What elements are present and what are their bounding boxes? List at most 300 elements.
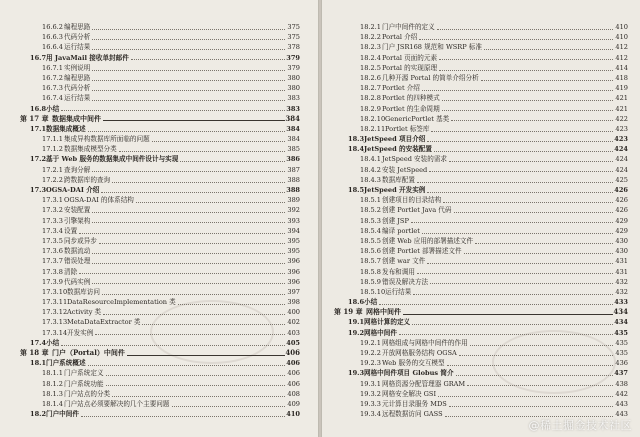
toc-leader-dots bbox=[379, 304, 613, 305]
toc-leader-dots bbox=[481, 80, 613, 81]
toc-leader-dots bbox=[102, 294, 285, 295]
toc-leader-dots bbox=[464, 253, 613, 254]
toc-entry-page: 406 bbox=[287, 379, 300, 388]
toc-entry-page: 429 bbox=[615, 226, 628, 235]
toc-leader-dots bbox=[454, 212, 613, 213]
toc-entry-page: 431 bbox=[615, 267, 628, 276]
toc-entry-number: 18.5.3 bbox=[360, 216, 381, 225]
toc-entry-title: 错误处理 bbox=[64, 257, 91, 266]
toc-entry-page: 395 bbox=[287, 236, 300, 245]
toc-entry-title: 门户系统功能 bbox=[64, 379, 104, 388]
toc-entry bbox=[0, 379, 318, 389]
toc-leader-dots bbox=[431, 131, 613, 132]
toc-entry-title: 网格中间件 bbox=[366, 307, 401, 317]
toc-entry bbox=[322, 144, 640, 154]
toc-entry bbox=[322, 389, 640, 399]
toc-entry-number: 17.2.1 bbox=[42, 165, 63, 174]
toc-entry-number: 19.2.1 bbox=[360, 338, 381, 347]
toc-entry-page: 443 bbox=[615, 399, 628, 408]
toc-entry bbox=[0, 267, 318, 277]
toc-leader-dots bbox=[442, 110, 613, 111]
toc-entry-title: 远程数据访问 GASS bbox=[382, 410, 443, 419]
toc-entry bbox=[0, 317, 318, 327]
toc-entry bbox=[322, 185, 640, 195]
toc-entry-title: 元计算目录服务 MDS bbox=[382, 399, 447, 408]
toc-entry-title: Activity 类 bbox=[67, 308, 102, 317]
toc-entry bbox=[0, 83, 318, 93]
toc-entry-page: 421 bbox=[615, 94, 628, 103]
toc-leader-dots bbox=[92, 100, 285, 101]
toc-leader-dots bbox=[456, 375, 613, 376]
toc-leader-dots bbox=[92, 49, 285, 50]
toc-entry-number: 18.5.5 bbox=[360, 236, 381, 245]
toc-entry-title: 门户中间件 bbox=[46, 410, 79, 419]
toc-leader-dots bbox=[413, 294, 613, 295]
toc-left-list bbox=[0, 22, 318, 419]
toc-entry bbox=[322, 124, 640, 134]
toc-entry bbox=[322, 338, 640, 348]
toc-leader-dots bbox=[88, 131, 285, 132]
toc-leader-dots bbox=[61, 110, 285, 111]
toc-entry-number: 18.4.3 bbox=[360, 175, 381, 184]
toc-entry-number: 18.2.7 bbox=[360, 84, 381, 93]
toc-entry bbox=[0, 328, 318, 338]
toc-entry-title: 创建 war 文件 bbox=[382, 257, 426, 266]
toc-entry bbox=[322, 22, 640, 32]
toc-leader-dots bbox=[88, 365, 285, 366]
toc-entry-title: 网格中间件 bbox=[364, 328, 397, 337]
toc-entry-page: 398 bbox=[287, 298, 300, 307]
toc-leader-dots bbox=[106, 375, 285, 376]
toc-entry-page: 418 bbox=[615, 73, 628, 82]
toc-entry bbox=[322, 348, 640, 358]
toc-entry-title: 小结 bbox=[46, 104, 60, 113]
toc-entry-page: 387 bbox=[287, 165, 300, 174]
toc-entry-page: 424 bbox=[615, 165, 628, 174]
toc-entry-page: 379 bbox=[286, 53, 300, 62]
toc-entry bbox=[0, 63, 318, 73]
toc-entry-page: 396 bbox=[287, 267, 300, 276]
toc-entry-number: 18.1.1 bbox=[42, 369, 63, 378]
toc-leader-dots bbox=[411, 222, 613, 223]
toc-entry-number: 17.3.9 bbox=[42, 277, 63, 286]
toc-leader-dots bbox=[427, 141, 613, 142]
toc-entry-page: 421 bbox=[615, 104, 628, 113]
toc-entry-page: 426 bbox=[615, 206, 628, 215]
toc-entry bbox=[322, 317, 640, 327]
toc-entry-number: 16.7.2 bbox=[42, 73, 63, 82]
toc-leader-dots bbox=[79, 233, 285, 234]
toc-entry-page: 410 bbox=[615, 23, 628, 31]
toc-entry-page: 389 bbox=[287, 196, 300, 205]
toc-leader-dots bbox=[92, 29, 285, 30]
toc-entry-page: 432 bbox=[615, 287, 628, 296]
toc-leader-dots bbox=[427, 192, 613, 193]
toc-leader-dots bbox=[422, 90, 613, 91]
toc-entry bbox=[322, 104, 640, 114]
toc-entry-page: 431 bbox=[615, 257, 628, 266]
toc-entry-page: 410 bbox=[615, 33, 628, 42]
toc-leader-dots bbox=[467, 385, 613, 386]
toc-entry bbox=[322, 297, 640, 307]
toc-entry-number: 18.5.1 bbox=[360, 196, 381, 205]
toc-entry-page: 384 bbox=[285, 113, 300, 123]
toc-leader-dots bbox=[484, 49, 613, 50]
toc-entry bbox=[0, 236, 318, 246]
toc-entry-title: 引擎架构 bbox=[64, 216, 91, 225]
toc-entry-page: 384 bbox=[286, 124, 300, 133]
toc-entry-title: JetSpeed 项目介绍 bbox=[364, 135, 426, 144]
toc-entry-number: 18.2.11 bbox=[360, 124, 386, 133]
toc-entry-number: 16.6.2 bbox=[42, 23, 63, 31]
toc-entry-number: 18.5.4 bbox=[360, 226, 381, 235]
toc-leader-dots bbox=[178, 304, 285, 305]
toc-entry-number: 17.1 bbox=[30, 124, 47, 133]
toc-entry-page: 406 bbox=[285, 348, 300, 357]
toc-entry-title: 编译 portlet bbox=[382, 226, 420, 235]
toc-leader-dots bbox=[99, 243, 285, 244]
toc-entry bbox=[322, 195, 640, 205]
toc-entry bbox=[322, 358, 640, 368]
toc-leader-dots bbox=[92, 90, 285, 91]
toc-entry-page: 397 bbox=[287, 287, 300, 296]
toc-entry-page: 426 bbox=[615, 196, 628, 205]
toc-leader-dots bbox=[442, 100, 613, 101]
toc-entry-number: 18.2.3 bbox=[360, 43, 381, 52]
toc-entry-title: 数据流动 bbox=[64, 247, 91, 256]
toc-leader-dots bbox=[92, 70, 285, 71]
toc-entry-page: 410 bbox=[286, 410, 300, 419]
toc-entry-number: 16.7.4 bbox=[42, 94, 63, 103]
toc-entry-number: 18.4.1 bbox=[360, 155, 381, 164]
toc-entry bbox=[322, 368, 640, 378]
toc-leader-dots bbox=[447, 365, 613, 366]
toc-entry-page: 408 bbox=[287, 389, 300, 398]
toc-leader-dots bbox=[451, 120, 613, 121]
toc-entry bbox=[322, 73, 640, 83]
toc-entry-page: 443 bbox=[615, 410, 628, 419]
toc-entry-number: 17.1.1 bbox=[42, 135, 63, 144]
toc-entry-number: 17.3.7 bbox=[42, 257, 63, 266]
toc-leader-dots bbox=[449, 406, 613, 407]
toc-leader-dots bbox=[136, 202, 285, 203]
toc-leader-dots bbox=[103, 120, 285, 121]
toc-entry bbox=[322, 277, 640, 287]
toc-entry-title: 发布和调用 bbox=[382, 267, 415, 276]
toc-entry-number: 18.2.8 bbox=[360, 94, 381, 103]
toc-entry-number: 18.1.2 bbox=[42, 379, 63, 388]
right-page bbox=[322, 0, 640, 437]
toc-leader-dots bbox=[470, 345, 613, 346]
toc-entry-title: 门户站点的分类 bbox=[64, 389, 111, 398]
toc-entry-page: 442 bbox=[615, 389, 628, 398]
toc-entry bbox=[322, 236, 640, 246]
toc-entry-page: 405 bbox=[286, 338, 300, 347]
toc-entry-page: 375 bbox=[287, 23, 300, 31]
toc-entry-title: 同步或异步 bbox=[64, 236, 97, 245]
toc-entry-number: 18.2 bbox=[30, 410, 47, 419]
toc-entry-title: 基于 Web 服务的数据集成中间件设计与实现 bbox=[46, 155, 179, 164]
toc-entry bbox=[322, 328, 640, 338]
toc-entry bbox=[322, 32, 640, 42]
toc-entry-page: 393 bbox=[287, 216, 300, 225]
toc-entry-number: 16.6.4 bbox=[42, 43, 63, 52]
toc-entry-page: 380 bbox=[287, 73, 300, 82]
toc-entry bbox=[0, 144, 318, 154]
toc-entry-number: 18.3 bbox=[348, 135, 365, 144]
toc-entry-number: 19.3.2 bbox=[360, 389, 381, 398]
toc-entry-number: 19.3.1 bbox=[360, 379, 381, 388]
toc-entry-number: 17.3.8 bbox=[42, 267, 63, 276]
toc-entry-number: 18.4.2 bbox=[360, 165, 381, 174]
toc-entry-page: 383 bbox=[287, 94, 300, 103]
toc-entry-title: 集成异构数据库所面临的问题 bbox=[64, 135, 150, 144]
toc-entry-page: 375 bbox=[287, 33, 300, 42]
toc-entry-page: 412 bbox=[615, 43, 628, 52]
toc-leader-dots bbox=[399, 334, 613, 335]
toc-leader-dots bbox=[438, 396, 613, 397]
toc-entry-title: 门户（Portal）中间件 bbox=[52, 348, 125, 357]
toc-leader-dots bbox=[412, 324, 613, 325]
toc-entry-title: 安装 JetSpeed bbox=[382, 165, 428, 174]
toc-leader-dots bbox=[449, 161, 613, 162]
toc-entry-number: 17.4 bbox=[30, 338, 47, 347]
toc-entry-page: 392 bbox=[287, 206, 300, 215]
toc-leader-dots bbox=[403, 314, 613, 315]
toc-leader-dots bbox=[103, 314, 285, 315]
toc-entry-title: 小结 bbox=[46, 338, 60, 347]
toc-entry-title: 跨数据库的查询 bbox=[64, 175, 111, 184]
toc-entry-number: 18.5.10 bbox=[360, 287, 386, 296]
toc-entry bbox=[0, 22, 318, 32]
toc-entry-number: 19.2.2 bbox=[360, 349, 381, 357]
toc-leader-dots bbox=[437, 29, 613, 30]
toc-entry bbox=[322, 154, 640, 164]
toc-entry bbox=[0, 53, 318, 63]
toc-entry-number: 17.3.3 bbox=[42, 216, 63, 225]
toc-entry bbox=[322, 114, 640, 124]
toc-entry bbox=[0, 134, 318, 144]
toc-entry-title: 创建 Portlet 部署描述文件 bbox=[382, 247, 462, 256]
toc-entry-title: 代码实例 bbox=[64, 277, 91, 286]
toc-entry-title: Web 服务的交互模型 bbox=[382, 359, 445, 368]
toc-entry bbox=[322, 399, 640, 409]
toc-entry-number: 17.2.2 bbox=[42, 175, 63, 184]
toc-entry bbox=[0, 32, 318, 42]
toc-entry-number: 16.7.3 bbox=[42, 84, 63, 93]
toc-entry bbox=[322, 287, 640, 297]
toc-entry-page: 386 bbox=[286, 155, 300, 164]
toc-entry-title: 编程思路 bbox=[64, 73, 91, 82]
toc-entry-title: 创建 Portlet Java 代码 bbox=[382, 206, 452, 215]
toc-entry bbox=[0, 368, 318, 378]
toc-entry-page: 406 bbox=[286, 359, 300, 368]
toc-entry bbox=[322, 379, 640, 389]
toc-entry-number: 17.3.12 bbox=[42, 308, 68, 317]
toc-entry-page: 423 bbox=[615, 124, 628, 133]
toc-leader-dots bbox=[92, 212, 285, 213]
toc-entry-title: Portal 的实现原理 bbox=[382, 63, 438, 72]
toc-entry bbox=[0, 124, 318, 134]
toc-leader-dots bbox=[92, 80, 285, 81]
toc-entry-number: 18.5.9 bbox=[360, 277, 381, 286]
toc-entry bbox=[322, 134, 640, 144]
toc-entry-page: 435 bbox=[615, 349, 628, 357]
toc-entry-page: 424 bbox=[615, 155, 628, 164]
toc-entry-title: Portal 介绍 bbox=[382, 33, 418, 42]
toc-entry bbox=[322, 205, 640, 215]
toc-entry-title: 小结 bbox=[364, 298, 378, 307]
toc-entry-number: 17.3 bbox=[30, 186, 47, 194]
toc-entry-title: 代码分析 bbox=[64, 84, 91, 93]
toc-entry-page: 435 bbox=[614, 328, 628, 337]
toc-entry bbox=[0, 165, 318, 175]
toc-leader-dots bbox=[81, 416, 285, 417]
toc-entry-title: OGSA-DAI 介绍 bbox=[46, 186, 100, 194]
toc-entry-page: 422 bbox=[615, 114, 628, 123]
toc-entry-page: 409 bbox=[287, 399, 300, 408]
toc-entry-page: 437 bbox=[614, 369, 628, 378]
toc-entry bbox=[0, 93, 318, 103]
toc-entry-number: 17.3.2 bbox=[42, 206, 63, 215]
toc-entry-title: 设置 bbox=[64, 226, 78, 235]
toc-entry-title: 数据库配置 bbox=[382, 175, 415, 184]
toc-entry-number: 17.3.1 bbox=[42, 196, 63, 205]
toc-entry-title: 错误及解决方法 bbox=[382, 277, 429, 286]
toc-entry-page: 430 bbox=[615, 247, 628, 256]
toc-entry bbox=[322, 267, 640, 277]
toc-entry-page: 432 bbox=[615, 277, 628, 286]
toc-entry-number: 16.7.1 bbox=[42, 63, 63, 72]
toc-entry bbox=[322, 216, 640, 226]
toc-leader-dots bbox=[127, 355, 285, 356]
toc-entry-page: 385 bbox=[287, 145, 300, 154]
toc-entry-page: 434 bbox=[613, 307, 628, 317]
toc-leader-dots bbox=[92, 222, 285, 223]
toc-entry-title: Portlet 标签库 bbox=[385, 124, 430, 133]
toc-leader-dots bbox=[112, 182, 285, 183]
toc-entry-title: 几种开源 Portal 的简单介绍分析 bbox=[382, 73, 479, 82]
toc-entry-page: 430 bbox=[615, 236, 628, 245]
toc-entry-page: 436 bbox=[615, 359, 628, 368]
toc-leader-dots bbox=[92, 253, 285, 254]
toc-entry bbox=[0, 277, 318, 287]
toc-entry-title: 数据库访问 bbox=[67, 287, 100, 296]
toc-entry-page: 379 bbox=[287, 63, 300, 72]
toc-entry-page: 433 bbox=[614, 298, 628, 307]
toc-leader-dots bbox=[434, 151, 613, 152]
toc-entry-number: 16.7 bbox=[30, 53, 47, 62]
toc-entry-number: 18.1.3 bbox=[42, 389, 63, 398]
toc-right-list bbox=[322, 22, 640, 419]
toc-entry bbox=[0, 358, 318, 368]
toc-entry-page: 429 bbox=[615, 216, 628, 225]
toc-entry-title: 编程思路 bbox=[64, 23, 91, 31]
toc-leader-dots bbox=[417, 182, 613, 183]
toc-entry-title: 创建 JSP bbox=[382, 216, 409, 225]
toc-entry-title: 门户 JSR168 规范和 WSRP 标准 bbox=[382, 43, 482, 52]
toc-leader-dots bbox=[79, 273, 285, 274]
toc-entry-title: 运行结果 bbox=[64, 94, 91, 103]
toc-entry-title: 创建项目的目录结构 bbox=[382, 196, 442, 205]
toc-entry bbox=[0, 205, 318, 215]
toc-entry bbox=[0, 307, 318, 317]
toc-entry-number: 18.4 bbox=[348, 145, 365, 154]
toc-entry bbox=[322, 63, 640, 73]
toc-entry-page: 435 bbox=[615, 338, 628, 347]
toc-entry-page: 400 bbox=[287, 308, 300, 317]
toc-entry-title: Portlet 介绍 bbox=[382, 84, 420, 93]
toc-entry-page: 424 bbox=[614, 145, 628, 154]
toc-entry-number: 19.3.3 bbox=[360, 399, 381, 408]
toc-entry-title: JetSpeed 安装的需求 bbox=[382, 155, 448, 164]
toc-entry-number: 18.2.1 bbox=[360, 23, 381, 31]
toc-entry bbox=[0, 226, 318, 236]
toc-entry bbox=[0, 297, 318, 307]
toc-entry-number: 17.1.2 bbox=[42, 145, 63, 154]
toc-entry bbox=[0, 287, 318, 297]
toc-entry-title: 门户站点必须要解决的几个主要问题 bbox=[64, 399, 170, 408]
toc-entry-title: Portlet 的四种模式 bbox=[382, 94, 440, 103]
toc-leader-dots bbox=[61, 345, 285, 346]
toc-entry-number: 19.3 bbox=[348, 369, 365, 378]
toc-entry bbox=[0, 256, 318, 266]
toc-entry-page: 396 bbox=[287, 257, 300, 266]
toc-entry-page: 394 bbox=[287, 226, 300, 235]
toc-entry bbox=[0, 104, 318, 114]
toc-entry-number: 第 18 章 bbox=[20, 348, 49, 357]
toc-entry-title: 数据集成中间件 bbox=[52, 113, 101, 123]
toc-entry-title: JetSpeed 开发实例 bbox=[364, 186, 426, 194]
toc-entry-title: 开发实例 bbox=[67, 328, 94, 337]
toc-entry-title: 网格计算的定义 bbox=[364, 318, 411, 327]
toc-entry bbox=[0, 348, 318, 358]
toc-entry-number: 18.6 bbox=[348, 298, 365, 307]
toc-entry-number: 17.3.13 bbox=[42, 318, 68, 327]
toc-entry bbox=[322, 93, 640, 103]
toc-leader-dots bbox=[429, 171, 613, 172]
toc-entry bbox=[0, 338, 318, 348]
toc-entry-number: 17.3.10 bbox=[42, 287, 68, 296]
toc-entry-page: 425 bbox=[615, 175, 628, 184]
toc-entry-page: 378 bbox=[287, 43, 300, 52]
toc-entry-title: 数据集成模型分类 bbox=[64, 145, 117, 154]
toc-leader-dots bbox=[417, 273, 613, 274]
toc-leader-dots bbox=[92, 39, 285, 40]
toc-leader-dots bbox=[131, 59, 285, 60]
toc-leader-dots bbox=[475, 243, 613, 244]
toc-entry-page: 402 bbox=[287, 318, 300, 327]
toc-entry bbox=[0, 73, 318, 83]
toc-entry bbox=[322, 256, 640, 266]
toc-entry-number: 18.1 bbox=[30, 359, 47, 368]
toc-entry-title: 网格安全解决 GSI bbox=[382, 389, 437, 398]
toc-entry bbox=[322, 165, 640, 175]
toc-entry-title: 运行结果 bbox=[385, 287, 412, 296]
toc-entry-number: 18.2.4 bbox=[360, 53, 381, 62]
toc-entry bbox=[0, 195, 318, 205]
toc-entry-page: 380 bbox=[287, 84, 300, 93]
toc-entry bbox=[322, 246, 640, 256]
toc-entry bbox=[0, 216, 318, 226]
toc-entry bbox=[322, 42, 640, 52]
toc-entry-page: 388 bbox=[287, 175, 300, 184]
toc-entry bbox=[0, 175, 318, 185]
toc-entry-page: 438 bbox=[615, 379, 628, 388]
toc-entry-title: 开放网格服务结构 OGSA bbox=[382, 349, 457, 357]
toc-leader-dots bbox=[106, 385, 285, 386]
toc-entry-page: 395 bbox=[287, 247, 300, 256]
